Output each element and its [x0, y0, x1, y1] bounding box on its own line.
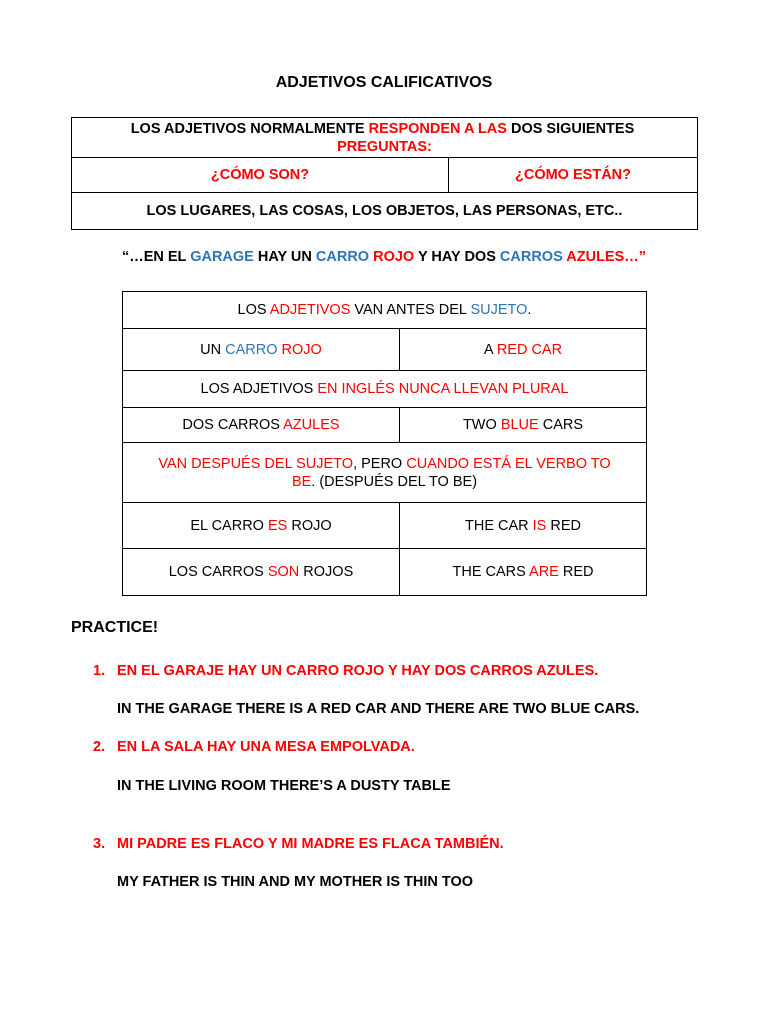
- example-es-cell: [123, 329, 400, 371]
- rule-plural-cell: [123, 371, 647, 408]
- intro-text-2: RESPONDEN A LAS: [368, 120, 507, 137]
- practice-heading: PRACTICE!: [71, 619, 159, 636]
- cell-text: RED: [558, 564, 594, 580]
- to-be-plural-en-cell: [400, 549, 647, 596]
- practice-english-3: MY FATHER IS THIN AND MY MOTHER IS THIN TOO: [117, 874, 474, 890]
- quote-part: AZULES…”: [566, 249, 647, 265]
- quote-part: “…EN EL: [121, 249, 191, 265]
- quote-part: CARROS: [499, 249, 563, 265]
- cell-text: CARS: [538, 417, 584, 433]
- cell-text: CARRO: [225, 341, 278, 358]
- quote-part: Y HAY DOS: [414, 249, 500, 265]
- cell-text: ROJO: [287, 517, 332, 534]
- cell-text: ROJO: [281, 341, 322, 358]
- questions-table: [71, 117, 698, 230]
- cell-text: THE CARS: [452, 564, 530, 580]
- cell-text: SON: [267, 564, 300, 580]
- to-be-plural-es-cell: [123, 549, 400, 596]
- quote-part: CARRO: [315, 249, 370, 265]
- practice-spanish-2: EN LA SALA HAY UNA MESA EMPOLVADA.: [117, 739, 415, 755]
- table1-intro-cell: [72, 118, 698, 158]
- plural-es-cell: [123, 408, 400, 443]
- cell-text: TWO: [462, 417, 501, 433]
- cell-text: THE CAR: [464, 517, 533, 534]
- quote-part: ROJO: [373, 249, 415, 265]
- cell-text: ARE: [529, 564, 559, 580]
- quote-part: HAY UN: [253, 249, 316, 265]
- cell-text: . (DESPUÉS DEL TO BE): [311, 473, 478, 490]
- cell-text: BLUE: [500, 417, 539, 433]
- question-como-son: ¿CÓMO SON?: [72, 158, 449, 193]
- cell-text: IS: [532, 517, 547, 534]
- rules-table: [122, 291, 647, 596]
- rule-to-be-cell: [123, 443, 647, 503]
- plural-en-cell: [400, 408, 647, 443]
- cell-text: VAN DESPUÉS DEL SUJETO: [158, 455, 354, 472]
- practice-spanish-1: EN EL GARAJE HAY UN CARRO ROJO Y HAY DOS CARROS AZULES.: [117, 663, 599, 679]
- cell-text: RED: [546, 517, 582, 534]
- cell-text: A: [483, 341, 497, 358]
- cell-text: AZULES: [283, 417, 340, 433]
- example-en-cell: [400, 329, 647, 371]
- cell-text: ADJETIVOS: [269, 302, 351, 318]
- practice-english-1: IN THE GARAGE THERE IS A RED CAR AND THERE ARE TWO BLUE CARS.: [117, 701, 640, 717]
- rule-position-cell: [123, 292, 647, 329]
- cell-text: VAN ANTES DEL: [350, 302, 471, 318]
- intro-text-3: DOS SIGUIENTES: [506, 120, 639, 137]
- cell-text: RED CAR: [496, 341, 563, 358]
- cell-text: .: [527, 302, 532, 318]
- cell-text: LOS CARROS: [168, 564, 268, 580]
- intro-text-1: LOS ADJETIVOS NORMALMENTE: [130, 120, 369, 137]
- cell-text: DOS CARROS: [182, 417, 284, 433]
- example-quote: [0, 249, 768, 265]
- to-be-en-cell: [400, 503, 647, 549]
- cell-text: ES: [267, 517, 288, 534]
- cell-text: EL CARRO: [190, 517, 268, 534]
- cell-text: LOS ADJETIVOS: [200, 381, 318, 397]
- cell-text: EN INGLÉS NUNCA LLEVAN PLURAL: [317, 381, 569, 397]
- intro-text-4: PREGUNTAS:: [337, 138, 432, 155]
- cell-text: LOS: [237, 302, 270, 318]
- to-be-es-cell: [123, 503, 400, 549]
- cell-text: , PERO: [353, 455, 407, 472]
- practice-number-1: 1.: [93, 663, 106, 679]
- cell-text: UN: [200, 341, 226, 358]
- table1-examples-cell: LOS LUGARES, LAS COSAS, LOS OBJETOS, LAS PERSONAS, ETC..: [72, 193, 698, 230]
- question-como-estan: ¿CÓMO ESTÁN?: [449, 158, 698, 193]
- practice-number-3: 3.: [93, 836, 106, 852]
- practice-number-2: 2.: [93, 739, 106, 755]
- cell-text: SUJETO: [470, 302, 528, 318]
- cell-text: CUANDO ESTÁ EL VERBO TO BE: [291, 455, 611, 490]
- quote-part: GARAGE: [190, 249, 254, 265]
- practice-english-2: IN THE LIVING ROOM THERE’S A DUSTY TABLE: [117, 778, 451, 794]
- practice-spanish-3: MI PADRE ES FLACO Y MI MADRE ES FLACA TAMBIÉN.: [117, 836, 504, 852]
- cell-text: ROJOS: [299, 564, 354, 580]
- page-title: ADJETIVOS CALIFICATIVOS: [275, 74, 493, 91]
